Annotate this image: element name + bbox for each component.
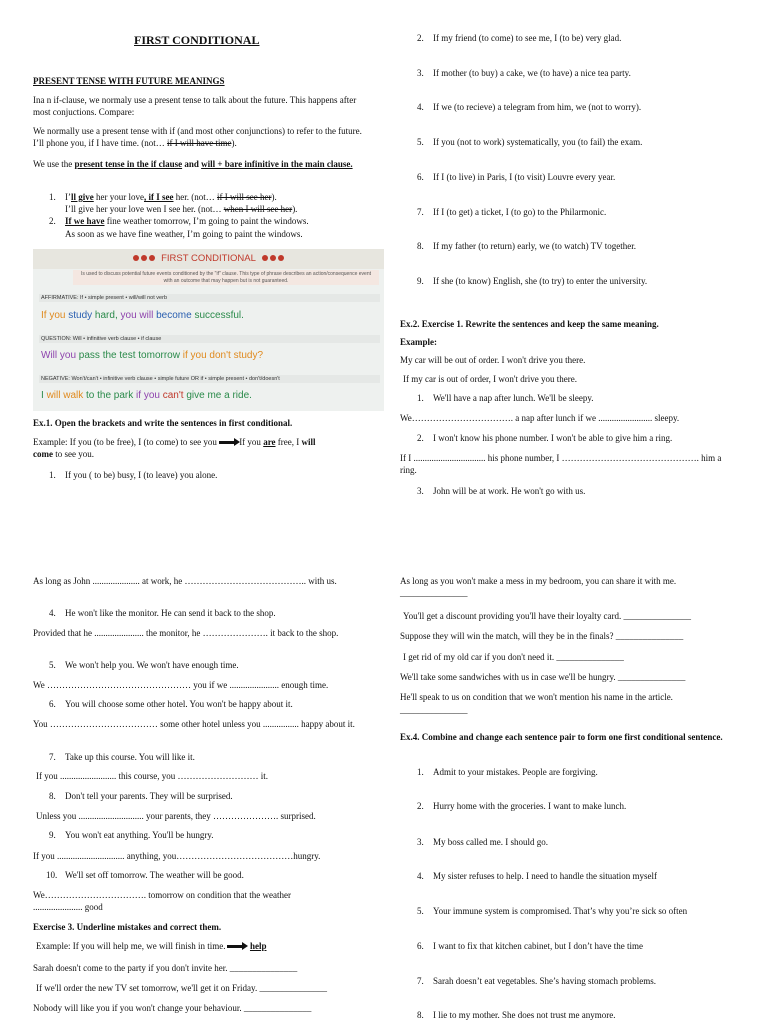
mistake-sentence-7: I get rid of my old car if you don't need it. _______________ (403, 652, 624, 662)
list-item: If she (to know) English, she (to try) to enter the university. (433, 276, 648, 286)
mistake-sentence-9: He'll speak to us on condition that we won't mention his name in the article. (400, 692, 673, 702)
example-sentence-2: If we have fine weather tomorrow, I’m going to paint the windows. (65, 216, 309, 226)
item-number: 7. (417, 976, 424, 986)
item-number: 1. (417, 393, 424, 403)
dot-icon (278, 255, 284, 261)
rewrite-item-8: Don't tell your parents. They will be surprised. (65, 791, 233, 801)
section-heading: PRESENT TENSE WITH FUTURE MEANINGS (33, 76, 225, 86)
mistake-sentence-3: Nobody will like you if you won't change your behaviour. _______________ (33, 1003, 312, 1013)
mistake-sentence-1: Sarah doesn't come to the party if you don't invite her. _______________ (33, 963, 298, 973)
rewrite-gap-2: If I ................................ his phone number, I ………………………………………. him a ring. (400, 453, 722, 475)
list-item: I want to fix that kitchen cabinet, but I don’t have the time (433, 941, 644, 951)
list-item: Sarah doesn’t eat vegetables. She’s having stomach problems. (433, 976, 657, 986)
list-item: If you (not to work) systematically, you (to fail) the exam. (433, 137, 643, 147)
item-number: 4. (417, 871, 424, 881)
example-sentence-2b: As soon as we have fine weather, I’m going to paint the windows. (65, 229, 303, 239)
rewrite-item-2: I won't know his phone number. I won't be able to give him a ring. (433, 433, 673, 443)
list-item: If we (to recieve) a telegram from him, we (not to worry). (433, 102, 642, 112)
item-number: 5. (417, 137, 424, 147)
item-number: 3. (417, 486, 424, 496)
gap-line-3: As long as John ..................... at work, he ………………………………….. with us. (33, 576, 337, 586)
example-line-2: If my car is out of order, I won't drive you there. (403, 374, 577, 384)
item-number: 8. (417, 241, 424, 251)
exercise-1-example: Example: If you (to be free), I (to come) to see you If you are free, I will (33, 437, 316, 447)
exercise-3-example: Example: If you will help me, we will finish in time. help (36, 941, 267, 951)
gap-line-4: Provided that he ...................... the monitor, he …………………. it back to the shop. (33, 628, 339, 638)
dot-icon (270, 255, 276, 261)
rule-paragraph: We use the present tense in the if clause and will + bare infinitive in the main clause. (33, 159, 353, 169)
mistake-sentence-4: As long as you won't make a mess in my bedroom, you can share it with me. (400, 576, 677, 586)
mistake-sentence-8: We'll take some sandwiches with us in case we'll be hungry. _______________ (400, 672, 686, 682)
rewrite-item-6: You will choose some other hotel. You won't be happy about it. (65, 699, 293, 709)
intro-paragraph-2: We normally use a present tense with if (and most other conjunctions) to refer to the future. I’ll phone you, if I have time. (not… if I will have time). (33, 126, 362, 148)
rewrite-item-9: You won't eat anything. You'll be hungry. (65, 830, 214, 840)
exercise-1-example-2: come to see you. (33, 449, 94, 459)
item-number: 3. (417, 837, 424, 847)
list-item: If my father (to return) early, we (to watch) TV together. (433, 241, 637, 251)
example-number-1: 1. (49, 192, 56, 202)
example-line-1: My car will be out of order. I won't drive you there. (400, 355, 586, 365)
item-number: 4. (49, 608, 56, 618)
question-1: If you ( to be) busy, I (to leave) you alone. (65, 470, 218, 480)
rewrite-item-7: Take up this course. You will like it. (65, 752, 195, 762)
example-sentence-1: I’ll give her your love, if I see her. (not… if I will see her). (65, 192, 277, 202)
rewrite-item-1: We'll have a nap after lunch. We'll be sleepy. (433, 393, 594, 403)
gap-line-6: You ……………………………… some other hotel unless you ................ happy about it. (33, 719, 355, 729)
exercise-1-heading: Ex.1. Open the brackets and write the sentences in first conditional. (33, 418, 293, 428)
item-number: 2. (417, 433, 424, 443)
item-number: 9. (49, 830, 56, 840)
list-item: Your immune system is compromised. That’s why you’re sick so often (433, 906, 688, 916)
item-number: 7. (49, 752, 56, 762)
mistake-sentence-5: You'll get a discount providing you'll have their loyalty card. _______________ (403, 611, 692, 621)
affirmative-label: AFFIRMATIVE: If • simple present • will/will not verb (39, 294, 380, 302)
page-title: FIRST CONDITIONAL (134, 33, 260, 47)
negative-example: I will walk to the park if you can't give me a ride. (41, 390, 252, 401)
arrow-right-icon (219, 441, 235, 444)
list-item: If mother (to buy) a cake, we (to have) a nice tea party. (433, 68, 631, 78)
item-number: 6. (417, 172, 424, 182)
question-label: QUESTION: Will • infinitive verb clause • if clause (39, 335, 380, 343)
affirmative-example: If you study hard, you will become successful. (41, 310, 244, 321)
item-number: 5. (49, 660, 56, 670)
example-sentence-1b: I’ll give her your love wen I see her. (not… when I will see her). (65, 204, 298, 214)
infographic-description: Is used to discuss potential future events conditioned by the "if" clause. This type of phrase describes an action/consequence event with an outcome that may happen but is not guaranteed. (73, 270, 379, 285)
answer-blank-4: _______________ (400, 588, 468, 598)
list-item: My boss called me. I should go. (433, 837, 548, 847)
infographic-title: FIRST CONDITIONAL (33, 249, 384, 269)
item-number: 1. (417, 767, 424, 777)
gap-line-5: We ………………………………………… you if we ...................... enough time. (33, 680, 329, 690)
gap-line-7: If you ......................... this course, you ……………………… it. (36, 771, 268, 781)
negative-label: NEGATIVE: Won't/can't • infinitive verb clause • simple future OR if • simple present • don't/doesn't (39, 375, 380, 383)
rewrite-item-5: We won't help you. We won't have enough time. (65, 660, 239, 670)
mistake-sentence-6: Suppose they will win the match, will they be in the finals? _______________ (400, 631, 684, 641)
dot-icon (262, 255, 268, 261)
gap-line-9: If you .............................. anything, you…………………………………hungry. (33, 851, 321, 861)
first-conditional-infographic (33, 249, 384, 411)
item-number: 8. (417, 1010, 424, 1020)
item-number: 6. (417, 941, 424, 951)
rewrite-item-10: We'll set off tomorrow. The weather will be good. (65, 870, 244, 880)
item-number: 9. (417, 276, 424, 286)
arrow-right-icon (227, 945, 243, 948)
rewrite-item-3: John will be at work. He won't go with us. (433, 486, 586, 496)
intro-paragraph-1: Ina n if-clause, we normaly use a present tense to talk about the future. This happens after most conjuctions. Compare: (33, 95, 357, 117)
answer-blank-9: _______________ (400, 705, 468, 715)
gap-line-8: Unless you ............................. your parents, they …………………. surprised. (36, 811, 316, 821)
dot-icon (133, 255, 139, 261)
item-number: 10. (46, 870, 58, 880)
example-label: Example: (400, 337, 437, 347)
rewrite-item-4: He won't like the monitor. He can send it back to the shop. (65, 608, 276, 618)
item-number: 4. (417, 102, 424, 112)
exercise-4-heading: Ex.4. Combine and change each sentence pair to form one first conditional sentence. (400, 732, 723, 742)
list-item: If I (to get) a ticket, I (to go) to the Philarmonic. (433, 207, 607, 217)
dot-icon (149, 255, 155, 261)
item-number: 2. (417, 33, 424, 43)
list-item: If my friend (to come) to see me, I (to be) very glad. (433, 33, 622, 43)
item-number: 3. (417, 68, 424, 78)
exercise-3-heading: Exercise 3. Underline mistakes and correct them. (33, 922, 222, 932)
dot-icon (141, 255, 147, 261)
list-item: My sister refuses to help. I need to handle the situation myself (433, 871, 657, 881)
item-number: 2. (417, 801, 424, 811)
question-example: Will you pass the test tomorrow if you don't study? (41, 350, 264, 361)
example-number-2: 2. (49, 216, 56, 226)
item-number: 7. (417, 207, 424, 217)
rewrite-gap-1: We……………………………. a nap after lunch if we ........................ sleepy. (400, 413, 680, 423)
list-item: Hurry home with the groceries. I want to make lunch. (433, 801, 627, 811)
gap-line-10: We……………………………. tomorrow on condition that the weather ...................... good (33, 890, 291, 912)
list-item: Admit to your mistakes. People are forgiving. (433, 767, 598, 777)
item-number: 6. (49, 699, 56, 709)
mistake-sentence-2: If we'll order the new TV set tomorrow, we'll get it on Friday. _______________ (36, 983, 327, 993)
item-number: 5. (417, 906, 424, 916)
exercise-2-heading: Ex.2. Exercise 1. Rewrite the sentences and keep the same meaning. (400, 319, 659, 329)
list-item: If I (to live) in Paris, I (to visit) Louvre every year. (433, 172, 616, 182)
item-number: 8. (49, 791, 56, 801)
question-number: 1. (49, 470, 56, 480)
list-item: I lie to my mother. She does not trust me anymore. (433, 1010, 616, 1020)
